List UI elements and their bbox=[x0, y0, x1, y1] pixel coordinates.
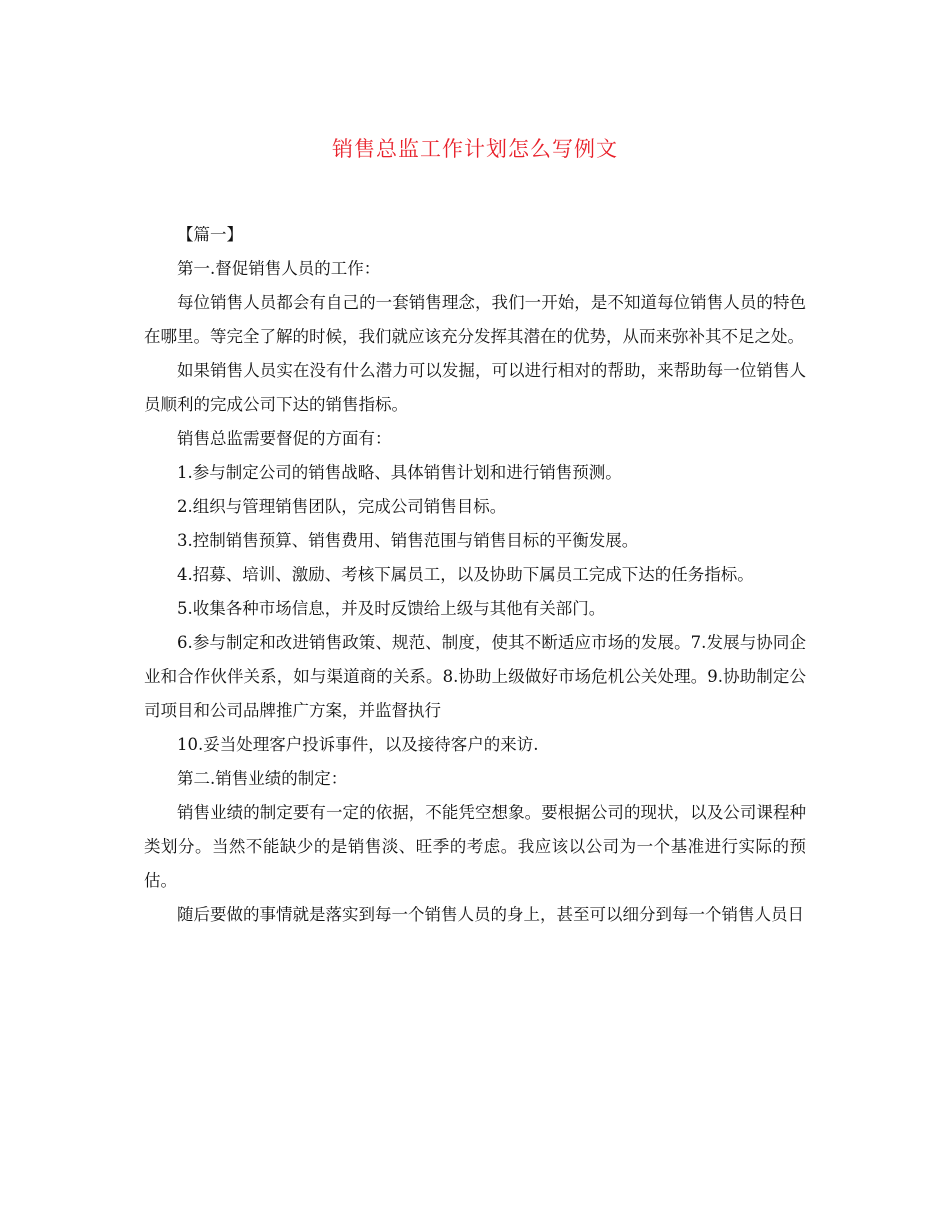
list-item: 4.招募、培训、激励、考核下属员工，以及协助下属员工完成下达的任务指标。 bbox=[177, 565, 754, 584]
document-body bbox=[144, 218, 806, 932]
list-item: 6.参与制定和改进销售政策、规范、制度，使其不断适应市场的发展。7.发展与协同企业和合作伙伴关系，如与渠道商的关系。8.协助上级做好市场危机公关处理。9.协助制定公司项目和公司品牌推广方案，并监督执行 bbox=[144, 633, 806, 720]
document-title: 销售总监工作计划怎么写例文 bbox=[332, 137, 618, 161]
section-heading: 【篇一】 bbox=[177, 225, 243, 244]
list-item: 3.控制销售预算、销售费用、销售范围与销售目标的平衡发展。 bbox=[177, 531, 639, 550]
paragraph: 每位销售人员都会有自己的一套销售理念，我们一开始，是不知道每位销售人员的特色在哪里。等完全了解的时候，我们就应该充分发挥其潜在的优势，从而来弥补其不足之处。 bbox=[144, 293, 806, 346]
paragraph: 如果销售人员实在没有什么潜力可以发掘，可以进行相对的帮助，来帮助每一位销售人员顺利的完成公司下达的销售指标。 bbox=[144, 361, 806, 414]
subsection-heading: 第二.销售业绩的制定： bbox=[177, 769, 348, 788]
list-item: 1.参与制定公司的销售战略、具体销售计划和进行销售预测。 bbox=[177, 463, 622, 482]
list-item: 10.妥当处理客户投诉事件，以及接待客户的来访. bbox=[177, 735, 539, 754]
list-item: 5.收集各种市场信息，并及时反馈给上级与其他有关部门。 bbox=[177, 599, 606, 618]
paragraph: 随后要做的事情就是落实到每一个销售人员的身上，甚至可以细分到每一个销售人员日 bbox=[177, 905, 804, 924]
subsection-heading: 第一.督促销售人员的工作： bbox=[177, 259, 381, 278]
paragraph: 销售总监需要督促的方面有： bbox=[177, 429, 392, 448]
list-item: 2.组织与管理销售团队，完成公司销售目标。 bbox=[177, 497, 507, 516]
paragraph: 销售业绩的制定要有一定的依据，不能凭空想象。要根据公司的现状，以及公司课程种类划分。当然不能缺少的是销售淡、旺季的考虑。我应该以公司为一个基准进行实际的预估。 bbox=[144, 803, 806, 890]
